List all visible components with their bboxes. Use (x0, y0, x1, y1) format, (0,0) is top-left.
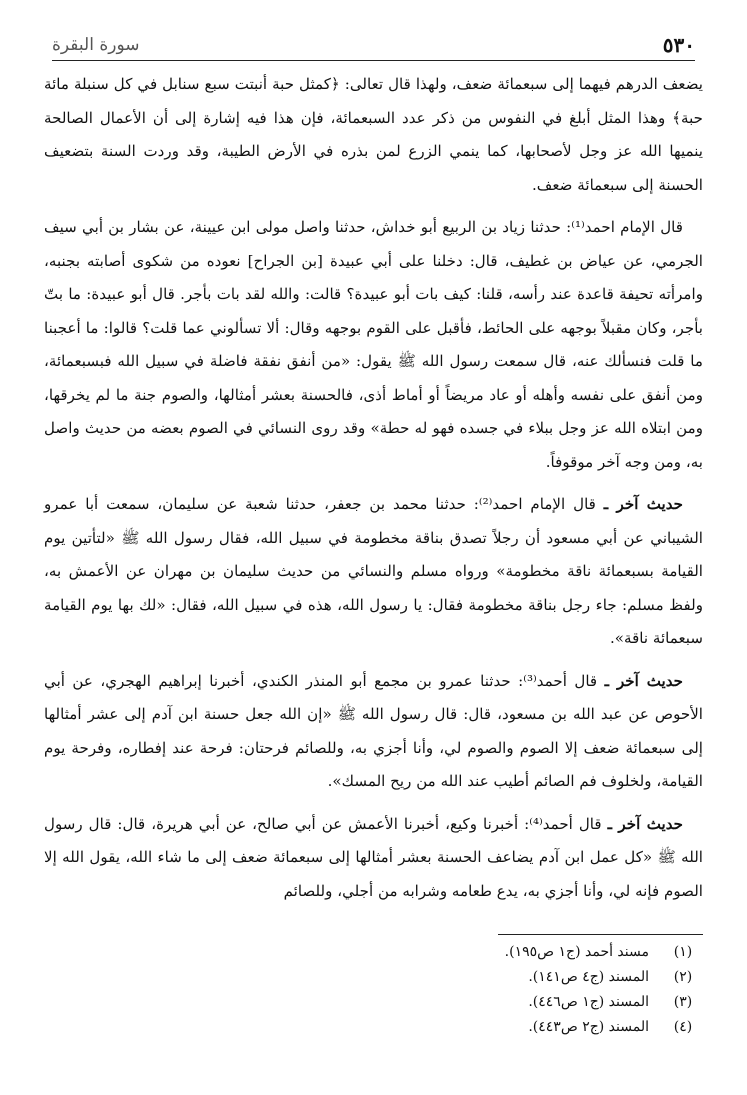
paragraph-lead: حديث آخر ـ (603, 495, 683, 513)
footnote-text: المسند (ج١ ص٤٤٦). (528, 994, 649, 1010)
page-number: ٥٣٠ (662, 33, 695, 57)
paragraph (44, 68, 703, 202)
paragraph-text: قال أحمد⁽⁴⁾: أخبرنا وكيع، أخبرنا الأعمش عن أبي صالح، عن أبي هريرة، قال: قال رسول الله ﷺ «كل عمل ابن آدم يضاعف الحسنة بعشر أمثالها إلى سبعمائة ضعف إلى ما شاء الله، يقول الله إلا الصوم فإنه لي، وأنا أجزي به، يدع طعامه وشرابه من أجلي، وللصائم (44, 814, 703, 900)
paragraph-lead: حديث آخر ـ (604, 671, 683, 690)
footnotes (44, 940, 703, 1040)
page-header (52, 26, 695, 61)
footnote-number: (٤) (673, 1019, 693, 1035)
footnote-text: مسند أحمد (ج١ ص١٩٥). (504, 944, 649, 960)
paragraph (44, 211, 703, 479)
footnote-number: (٢) (673, 969, 693, 985)
footnote-number: (٣) (673, 994, 693, 1010)
footnote-text: المسند (ج٢ ص٤٤٣). (528, 1019, 649, 1035)
paragraph (44, 488, 703, 656)
paragraph-text: قال أحمد⁽³⁾: حدثنا عمرو بن مجمع أبو المنذر الكندي، أخبرنا إبراهيم الهجري، عن أبي الأحوص عن عبد الله بن مسعود، قال: قال رسول الله ﷺ «إن الله جعل حسنة ابن آدم إلى عشر أمثالها إلى سبعمائة ضعف إلا الصوم والصوم لي، وأنا أجزي به، وللصائم فرحتان: فرحة عند إفطاره، وفرحة يوم القيامة، ولخلوف فم الصائم أطيب عند الله من ريح المسك». (44, 671, 703, 790)
footnote-text: المسند (ج٤ ص١٤١). (528, 969, 649, 985)
paragraph-text: يضعف الدرهم فيهما إلى سبعمائة ضعف، ولهذا قال تعالى: ﴿كمثل حبة أنبتت سبع سنابل في كل سنبلة مائة حبة﴾ وهذا المثل أبلغ في النفوس من ذكر عدد السبعمائة، فإن هذا فيه إشارة إلى أن الأعمال الصالحة ينميها الله عز وجل لأصحابها، كما ينمي الزرع لمن بذره في الأرض الطيبة، وقد وردت السنة بتضعيف الحسنة إلى سبعمائة ضعف. (44, 75, 703, 194)
main-text (44, 68, 703, 917)
footnote-item (44, 1015, 703, 1040)
footnote-divider (498, 934, 703, 935)
paragraph (44, 808, 703, 909)
paragraph (44, 665, 703, 799)
running-title: سورة البقرة (52, 35, 140, 55)
footnote-item (44, 940, 703, 965)
paragraph-lead: حديث آخر ـ (607, 814, 683, 833)
footnote-item (44, 965, 703, 990)
footnote-number: (١) (673, 944, 693, 960)
paragraph-text: قال الإمام احمد⁽²⁾: حدثنا محمد بن جعفر، حدثنا شعبة عن سليمان، سمعت أبا عمرو الشيباني عن أبي مسعود أن رجلاً تصدق بناقة مخطومة في سبيل الله، فقال رسول الله ﷺ «لتأتين يوم القيامة بسبعمائة ناقة مخطومة» ورواه مسلم والنسائي من حديث سليمان بن مهران عن الأعمش به، ولفظ مسلم: جاء رجل بناقة مخطومة فقال: يا رسول الله، هذه في سبيل الله، فقال: «لك بها يوم القيامة سبعمائة ناقة». (44, 495, 703, 647)
paragraph-text: قال الإمام احمد⁽¹⁾: حدثنا زياد بن الربيع أبو خداش، حدثنا واصل مولى ابن عيينة، عن بشار بن أبي سيف الجرمي، عن عياض بن غطيف، قال: دخلنا على أبي عبيدة [بن الجراح] نعوده من شكوى أصابته بجنبه، وامرأته تحيفة قاعدة عند رأسه، قلنا: كيف بات أبو عبيدة؟ قالت: والله لقد بات بأجر. قال أبو عبيدة: ما بتّ بأجر، وكان مقبلاً بوجهه على الحائط، فأقبل على القوم بوجهه وقال: ألا تسألوني عما قلت؟ قالوا: ما أعجبنا ما قلت فنسألك عنه، قال سمعت رسول الله ﷺ يقول: «من أنفق نفقة فاضلة في سبيل الله فبسبعمائة، ومن أنفق على نفسه وأهله أو عاد مريضاً أو أماط أذى، فالحسنة بعشر أمثالها، والصوم جنة ما لم يخرقها، ومن ابتلاه الله عز وجل ببلاء في جسده فهو له حطة» وقد روى النسائي في الصوم بعضه من حديث واصل به، ومن وجه آخر موقوفاً. (44, 218, 703, 471)
footnote-item (44, 990, 703, 1015)
